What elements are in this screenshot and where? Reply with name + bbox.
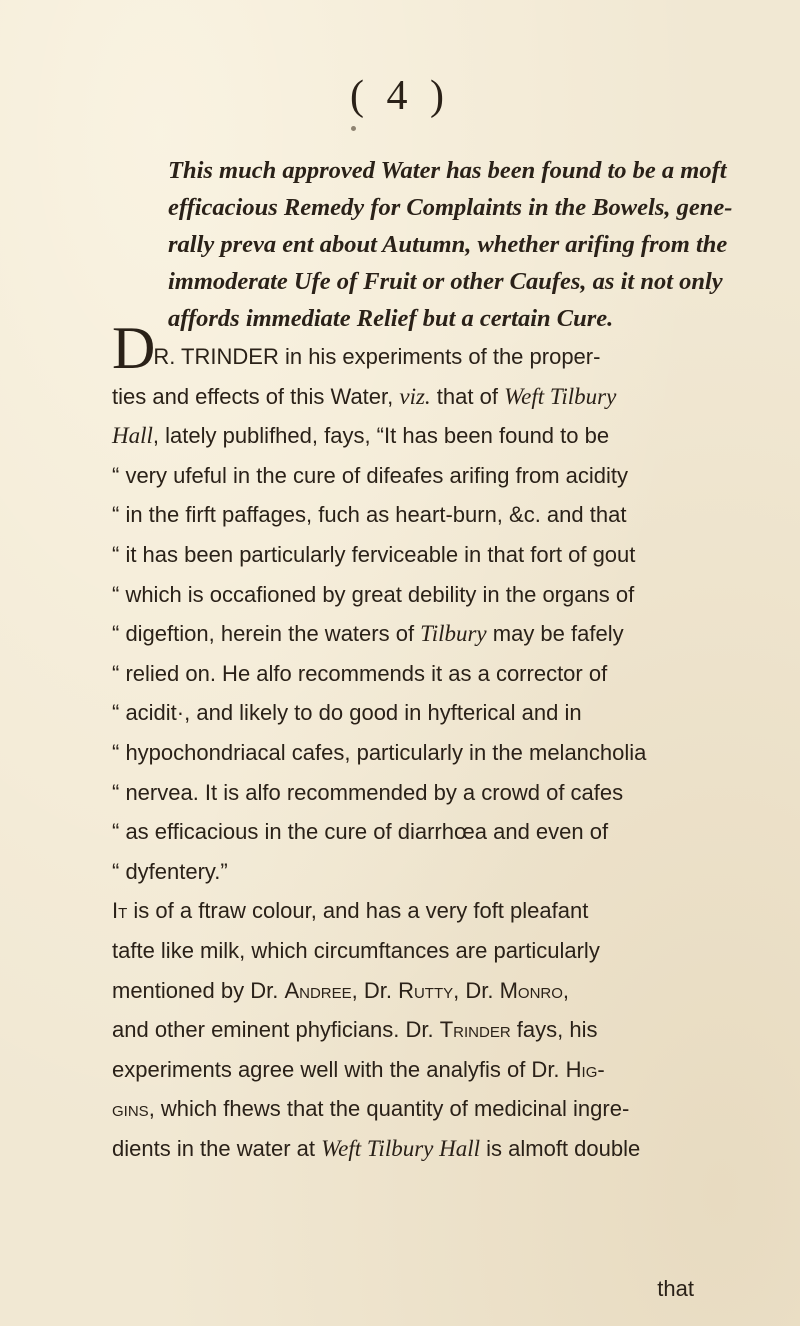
paragraph1-line: “ dyfentery.” xyxy=(112,858,228,884)
text-run: may be fafely xyxy=(486,621,624,647)
text-run: fays, his xyxy=(510,1017,598,1043)
paragraph2-line xyxy=(112,1050,762,1090)
paragraph1-line xyxy=(112,614,762,654)
italic-run: Hall xyxy=(112,423,153,449)
preface-line: rally preva ent about Autumn, whether arifing from the xyxy=(168,231,728,258)
preface-line: affords immediate Relief but a certain Cure. xyxy=(168,305,614,332)
text-run: mentioned by Dr. xyxy=(112,977,285,1003)
page-number: ( 4 ) xyxy=(350,73,450,119)
paragraph2-line xyxy=(112,1010,762,1050)
author-name: R. TRINDER xyxy=(153,344,279,369)
paragraph1-line: “ acidit·, and likely to do good in hyfterical and in xyxy=(112,700,582,726)
small-caps-run: Rutty xyxy=(398,977,454,1003)
small-caps-run: Monro xyxy=(499,977,563,1003)
text-run: is of a ftraw colour, and has a very foft pleafant xyxy=(127,898,589,924)
small-caps-run: Hig- xyxy=(565,1056,605,1082)
small-caps-run: gins xyxy=(112,1096,149,1122)
catchword: that xyxy=(657,1276,694,1301)
paragraph1-line: “ as efficacious in the cure of diarrhœa and even of xyxy=(112,819,609,845)
text-run: dients in the water at xyxy=(112,1135,322,1161)
text-run: , Dr. xyxy=(453,977,500,1003)
italic-run: Weft Tilbury xyxy=(504,383,617,409)
italic-run: viz. xyxy=(399,383,431,409)
drop-capital: D xyxy=(112,315,154,381)
text-run: in his experiments of the proper- xyxy=(278,344,601,369)
text-run: , xyxy=(562,977,570,1003)
text-run: experiments agree well with the analyfis of Dr. xyxy=(112,1056,566,1082)
italic-run: Weft Tilbury Hall xyxy=(321,1135,481,1161)
text-run: “ digeftion, herein the waters of xyxy=(112,621,421,647)
paragraph2-line xyxy=(112,971,762,1011)
text-run: ties and effects of this Water, xyxy=(112,383,400,409)
paragraph1-line: “ it has been particularly ferviceable in that fort of gout xyxy=(112,541,636,567)
paragraph1-line: “ very ufeful in the cure of difeafes arifing from acidity xyxy=(112,462,629,488)
small-caps-run: Andree xyxy=(284,977,352,1003)
preface-line: This much approved Water has been found to be a moft xyxy=(168,157,727,184)
ink-speck xyxy=(351,126,356,131)
paragraph1-line: “ hypochondriacal cafes, particularly in the melancholia xyxy=(112,739,647,765)
paragraph2-line xyxy=(112,1089,762,1129)
paragraph1-line: “ relied on. He alfo recommends it as a corrector of xyxy=(112,660,608,686)
text-run: and other eminent phyficians. Dr. xyxy=(112,1017,440,1043)
paragraph1-line: “ in the firft paffages, fuch as heart-burn, &c. and that xyxy=(112,502,627,528)
paragraph2-line xyxy=(112,891,762,931)
small-caps-run: It xyxy=(112,898,128,924)
preface-line: efficacious Remedy for Complaints in the Bowels, gene- xyxy=(168,194,733,221)
preface-line: immoderate Ufe of Fruit or other Caufes, as it not only xyxy=(168,268,723,295)
text-run: , lately publifhed, fays, “It has been found to be xyxy=(152,423,610,449)
paragraph2-line: tafte like milk, which circumftances are particularly xyxy=(112,937,600,963)
text-run: , Dr. xyxy=(351,977,399,1003)
paragraph1-line xyxy=(112,377,762,417)
text-run: , which fhews that the quantity of medicinal ingre- xyxy=(148,1096,630,1122)
text-run: that of xyxy=(430,383,505,409)
paragraph2-line xyxy=(112,1129,762,1169)
paragraph1-line: “ which is occafioned by great debility in the organs of xyxy=(112,581,635,607)
preface-italic-paragraph xyxy=(168,152,748,337)
paragraph1-line xyxy=(112,416,762,456)
italic-run: Tilbury xyxy=(420,621,487,647)
paragraph1-line: “ nervea. It is alfo recommended by a crowd of cafes xyxy=(112,779,624,805)
text-run: is almoft double xyxy=(480,1135,641,1161)
small-caps-run: Trinder xyxy=(439,1017,511,1043)
